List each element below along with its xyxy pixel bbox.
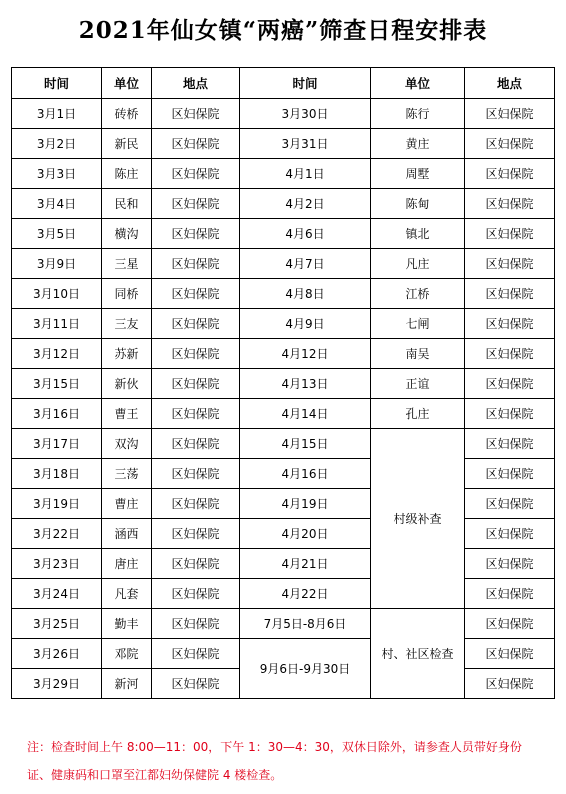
unit-cell: 凡套 [102,579,152,609]
date-cell: 3月12日 [12,339,102,369]
place-cell: 区妇保院 [465,639,555,669]
place-cell: 区妇保院 [152,159,240,189]
place-cell: 区妇保院 [465,339,555,369]
date-cell: 4月13日 [240,369,371,399]
place-cell: 区妇保院 [152,249,240,279]
date-cell: 4月7日 [240,249,371,279]
place-cell: 区妇保院 [465,399,555,429]
unit-cell: 南吴 [371,339,465,369]
date-cell: 3月25日 [12,609,102,639]
place-cell: 区妇保院 [465,99,555,129]
place-cell: 区妇保院 [465,129,555,159]
place-cell: 区妇保院 [152,429,240,459]
date-cell: 4月14日 [240,399,371,429]
date-cell: 3月18日 [12,459,102,489]
table-row [12,279,555,309]
table-row [12,579,555,609]
unit-cell: 黄庄 [371,129,465,159]
date-cell: 3月16日 [12,399,102,429]
unit-cell: 三星 [102,249,152,279]
header-row [12,68,555,99]
unit-cell: 曹王 [102,399,152,429]
date-cell: 3月10日 [12,279,102,309]
date-cell: 7月5日-8月6日 [240,609,371,639]
unit-cell: 三友 [102,309,152,339]
unit-cell: 凡庄 [371,249,465,279]
unit-cell: 陈庄 [102,159,152,189]
unit-cell: 新民 [102,129,152,159]
table-row [12,189,555,219]
place-cell: 区妇保院 [152,129,240,159]
unit-cell: 新河 [102,669,152,699]
header-unit-2: 单位 [371,68,465,99]
place-cell: 区妇保院 [465,669,555,699]
table-row [12,459,555,489]
date-cell: 3月5日 [12,219,102,249]
place-cell: 区妇保院 [465,429,555,459]
date-cell: 4月12日 [240,339,371,369]
date-cell: 3月22日 [12,519,102,549]
date-cell: 3月2日 [12,129,102,159]
unit-cell: 苏新 [102,339,152,369]
place-cell: 区妇保院 [465,489,555,519]
place-cell: 区妇保院 [465,459,555,489]
date-cell: 4月20日 [240,519,371,549]
date-cell: 4月22日 [240,579,371,609]
place-cell: 区妇保院 [152,369,240,399]
unit-cell: 三荡 [102,459,152,489]
place-cell: 区妇保院 [152,609,240,639]
unit-cell: 江桥 [371,279,465,309]
table-row [12,429,555,459]
place-cell: 区妇保院 [465,549,555,579]
table-row [12,549,555,579]
place-cell: 区妇保院 [465,579,555,609]
unit-cell: 陈甸 [371,189,465,219]
table-row [12,249,555,279]
unit-cell: 双沟 [102,429,152,459]
page-title: 2021年仙女镇“两癌”筛查日程安排表 [78,17,488,44]
date-cell: 4月19日 [240,489,371,519]
table-row [12,489,555,519]
schedule-table [11,67,555,699]
place-cell: 区妇保院 [152,669,240,699]
date-cell: 4月6日 [240,219,371,249]
date-cell: 3月17日 [12,429,102,459]
unit-cell: 新伙 [102,369,152,399]
date-cell: 3月31日 [240,129,371,159]
footnote: 注：检查时间上午 8:00—11：00，下午 1：30—4：30，双休日除外，请参查人员带好身份证、健康码和口罩至江都妇幼保健院 4 楼检查。 [27,740,522,782]
table-row [12,99,555,129]
unit-cell-merged: 村级补查 [371,429,465,609]
unit-cell: 唐庄 [102,549,152,579]
table-row [12,369,555,399]
date-cell: 4月15日 [240,429,371,459]
unit-cell: 邓院 [102,639,152,669]
place-cell: 区妇保院 [465,189,555,219]
header-date-2: 时间 [240,68,371,99]
place-cell: 区妇保院 [465,159,555,189]
date-cell: 3月11日 [12,309,102,339]
unit-cell: 砖桥 [102,99,152,129]
place-cell: 区妇保院 [152,639,240,669]
place-cell: 区妇保院 [465,219,555,249]
date-cell: 4月1日 [240,159,371,189]
place-cell: 区妇保院 [465,249,555,279]
date-cell: 3月4日 [12,189,102,219]
date-cell: 4月16日 [240,459,371,489]
table-row [12,609,555,639]
place-cell: 区妇保院 [152,219,240,249]
date-cell: 3月26日 [12,639,102,669]
date-cell: 3月9日 [12,249,102,279]
date-cell: 3月15日 [12,369,102,399]
place-cell: 区妇保院 [152,489,240,519]
date-cell: 3月3日 [12,159,102,189]
place-cell: 区妇保院 [465,609,555,639]
place-cell: 区妇保院 [152,399,240,429]
place-cell: 区妇保院 [152,309,240,339]
place-cell: 区妇保院 [152,189,240,219]
date-cell: 4月2日 [240,189,371,219]
date-cell: 3月19日 [12,489,102,519]
unit-cell-merged: 村、社区检查 [371,609,465,699]
unit-cell: 孔庄 [371,399,465,429]
unit-cell: 正谊 [371,369,465,399]
table-row [12,639,555,669]
place-cell: 区妇保院 [152,279,240,309]
unit-cell: 七闸 [371,309,465,339]
table-row [12,129,555,159]
date-cell: 3月1日 [12,99,102,129]
place-cell: 区妇保院 [152,459,240,489]
place-cell: 区妇保院 [152,519,240,549]
place-cell: 区妇保院 [152,339,240,369]
date-cell: 3月23日 [12,549,102,579]
table-row [12,309,555,339]
table-row [12,339,555,369]
table-row [12,219,555,249]
unit-cell: 陈行 [371,99,465,129]
header-place-1: 地点 [152,68,240,99]
place-cell: 区妇保院 [465,309,555,339]
table-row [12,159,555,189]
header-unit-1: 单位 [102,68,152,99]
unit-cell: 同桥 [102,279,152,309]
date-cell: 4月8日 [240,279,371,309]
date-cell: 3月30日 [240,99,371,129]
date-cell-merged: 9月6日-9月30日 [240,639,371,699]
unit-cell: 周墅 [371,159,465,189]
date-cell: 3月29日 [12,669,102,699]
unit-cell: 镇北 [371,219,465,249]
header-date-1: 时间 [12,68,102,99]
unit-cell: 曹庄 [102,489,152,519]
table-row [12,399,555,429]
place-cell: 区妇保院 [152,99,240,129]
unit-cell: 横沟 [102,219,152,249]
place-cell: 区妇保院 [465,279,555,309]
unit-cell: 涵西 [102,519,152,549]
date-cell: 4月21日 [240,549,371,579]
table-row [12,519,555,549]
place-cell: 区妇保院 [465,519,555,549]
place-cell: 区妇保院 [152,579,240,609]
header-place-2: 地点 [465,68,555,99]
place-cell: 区妇保院 [465,369,555,399]
unit-cell: 勤丰 [102,609,152,639]
date-cell: 3月24日 [12,579,102,609]
date-cell: 4月9日 [240,309,371,339]
unit-cell: 民和 [102,189,152,219]
place-cell: 区妇保院 [152,549,240,579]
